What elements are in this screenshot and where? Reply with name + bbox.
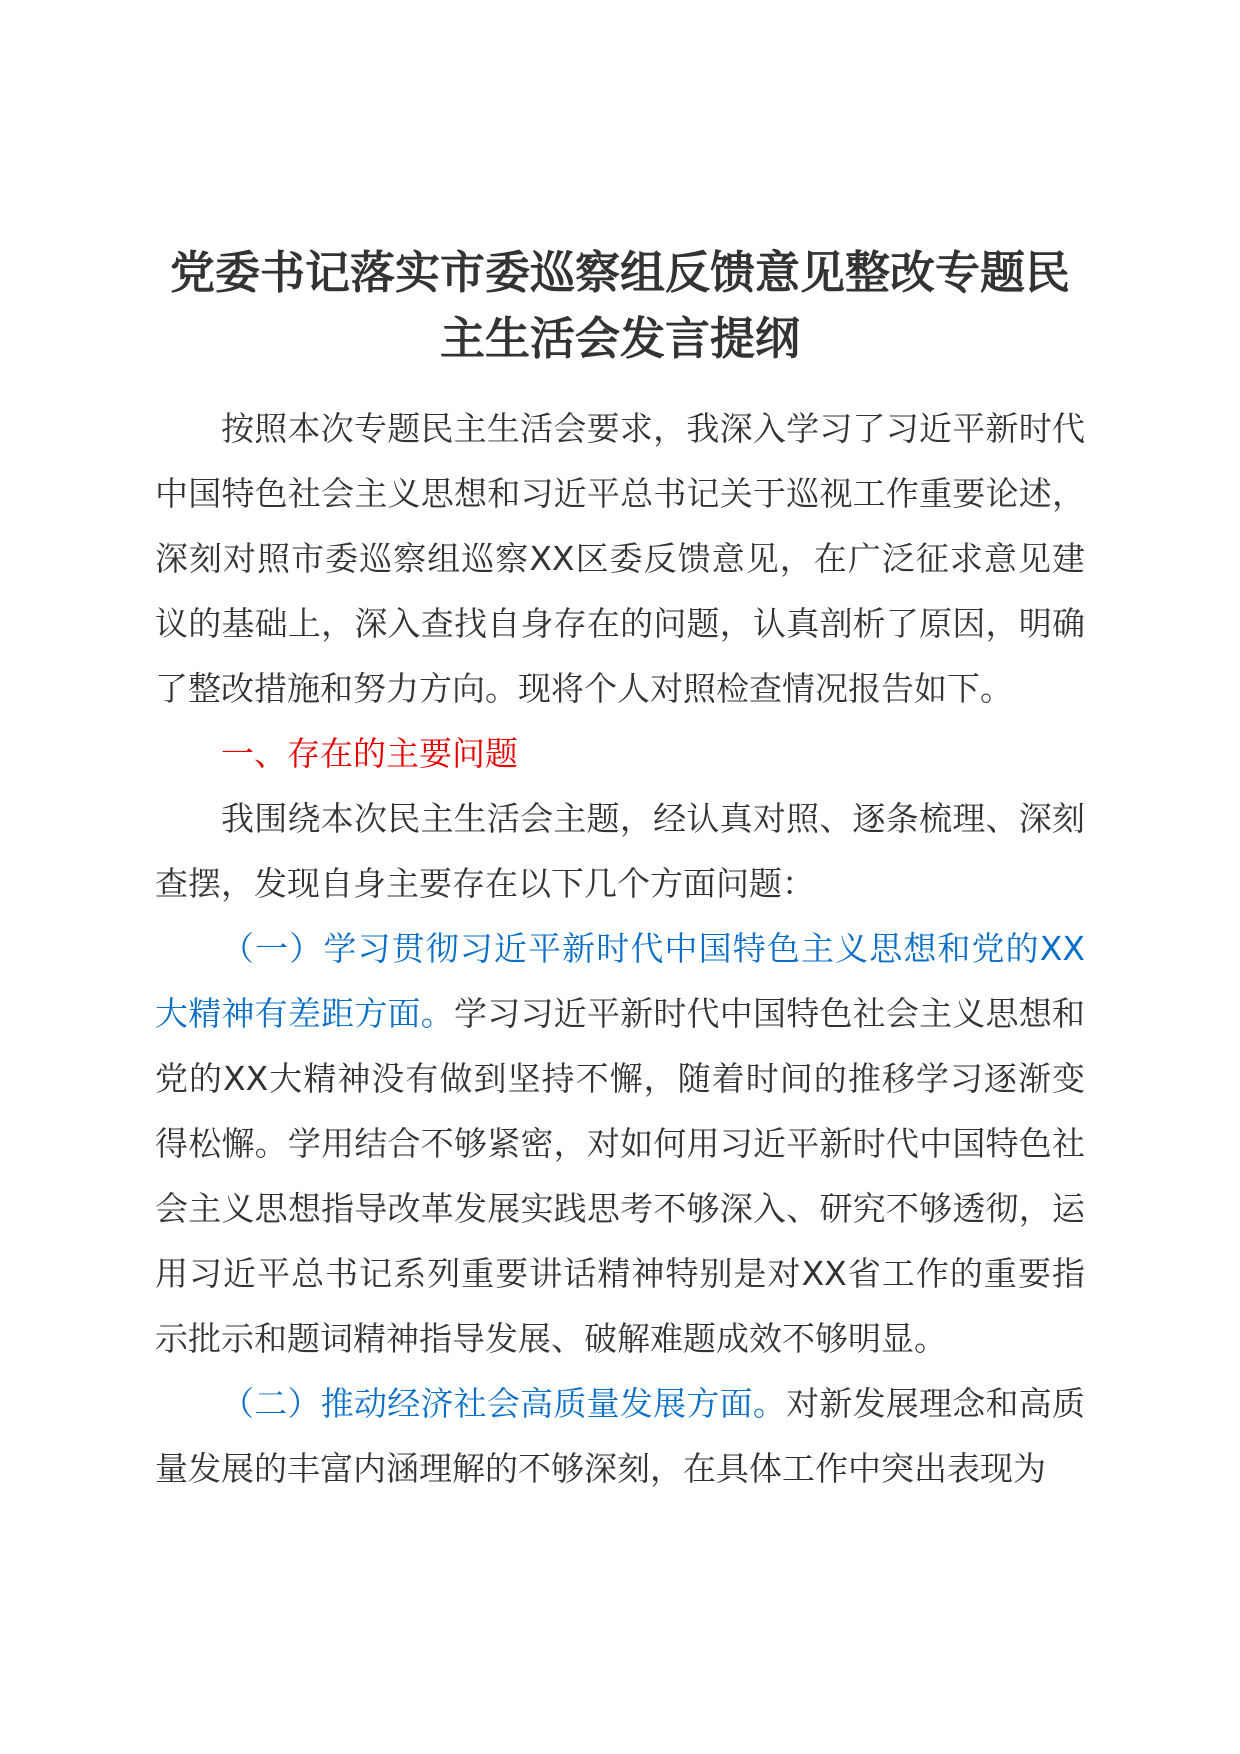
- title-line-1: 党委书记落实市委巡察组反馈意见整改专题民: [169, 246, 1070, 299]
- intro-paragraph: 按照本次专题民主生活会要求，我深入学习了习近平新时代中国特色社会主义思想和习近平总书记关于巡视工作重要论述，深刻对照市委巡察组巡察XX区委反馈意见，在广泛征求意见建议的基础上，深入查找自身存在的问题，认真剖析了原因，明确了整改措施和努力方向。现将个人对照检查情况报告如下。: [155, 409, 1085, 708]
- section-1-heading: 一、存在的主要问题: [221, 734, 518, 773]
- item-1-body: 学习习近平新时代中国特色社会主义思想和党的XX大精神没有做到坚持不懈，随着时间的推移学习逐渐变得松懈。学用结合不够紧密，对如何用习近平新时代中国特色社会主义思想指导改革发展实践思考不够深入、研究不够透彻，运用习近平总书记系列重要讲话精神特别是对XX省工作的重要指示批示和题词精神指导发展、破解难题成效不够明显。: [155, 994, 1086, 1358]
- item-1-paragraph: [155, 916, 1085, 1371]
- item-1-title: （一）学习贯彻习近平新时代中国特色主义思想和党的XX大精神有差距方面。: [155, 929, 1085, 1033]
- section-1-intro-paragraph: 我围绕本次民主生活会主题，经认真对照、逐条梳理、深刻查摆，发现自身主要存在以下几个方面问题：: [155, 799, 1085, 903]
- item-2-paragraph: [155, 1371, 1085, 1501]
- item-2-body: 对新发展理念和高质量发展的丰富内涵理解的不够深刻，在具体工作中突出表现为: [155, 1384, 1086, 1488]
- document-title: [155, 240, 1085, 372]
- document-body: [155, 240, 1085, 1501]
- item-2-title: （二）推动经济社会高质量发展方面。: [221, 1384, 787, 1423]
- title-line-2: 主生活会发言提纲: [439, 312, 800, 365]
